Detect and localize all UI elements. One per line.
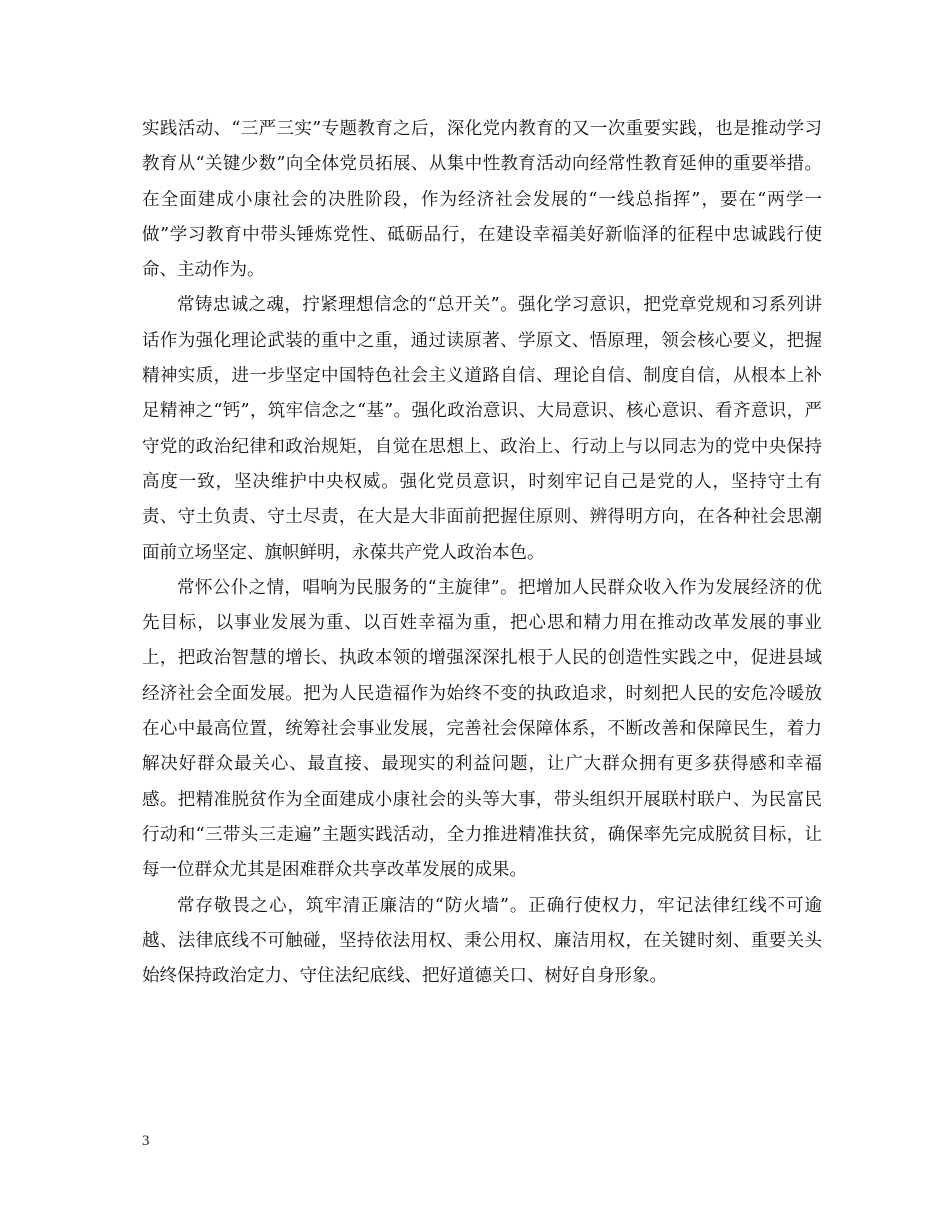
paragraph-3: 常怀公仆之情，唱响为民服务的“主旋律”。把增加人民群众收入作为发展经济的优先目标，以事业发展为重、以百姓幸福为重，把心思和精力用在推动改革发展的事业上，把政治智慧的增长、执政本领的增强深深扎根于人民的创造性实践之中，促进县域经济社会全面发展。把为人民造福作为始终不变的执政追求，时刻把人民的安危冷暖放在心中最高位置，统筹社会事业发展，完善社会保障体系，不断改善和保障民生，着力解决好群众最关心、最直接、最现实的利益问题，让广大群众拥有更多获得感和幸福感。把精准脱贫作为全面建成小康社会的头等大事，带头组织开展联村联户、为民富民行动和“三带头三走遍”主题实践活动，全力推进精准扶贫，确保率先完成脱贫目标，让每一位群众尤其是困难群众共享改革发展的成果。 <box>142 577 822 881</box>
document-body <box>142 112 822 994</box>
paragraph-2: 常铸忠诚之魂，拧紧理想信念的“总开关”。强化学习意识，把党章党规和习系列讲话作为强化理论武装的重中之重，通过读原著、学原文、悟原理，领会核心要义，把握精神实质，进一步坚定中国特色社会主义道路自信、理论自信、制度自信，从根本上补足精神之“钙”，筑牢信念之“基”。强化政治意识、大局意识、核心意识、看齐意识，严守党的政治纪律和政治规矩，自觉在思想上、政治上、行动上与以同志为的党中央保持高度一致，坚决维护中央权威。强化党员意识，时刻牢记自己是党的人，坚持守土有责、守土负责、守土尽责，在大是大非面前把握住原则、辨得明方向，在各种社会思潮面前立场坚定、旗帜鲜明，永葆共产党人政治本色。 <box>142 295 822 563</box>
page-number: 3 <box>142 1133 150 1149</box>
paragraph-4: 常存敬畏之心，筑牢清正廉洁的“防火墙”。正确行使权力，牢记法律红线不可逾越、法律底线不可触碰，坚持依法用权、秉公用权、廉洁用权，在关键时刻、重要关头始终保持政治定力、守住法纪底线、把好道德关口、树好自身形象。 <box>142 895 822 987</box>
paragraph-1: 实践活动、“三严三实”专题教育之后，深化党内教育的又一次重要实践，也是推动学习教育从“关键少数”向全体党员拓展、从集中性教育活动向经常性教育延伸的重要举措。在全面建成小康社会的决胜阶段，作为经济社会发展的“一线总指挥”，要在“两学一做”学习教育中带头锤炼党性、砥砺品行，在建设幸福美好新临泽的征程中忠诚践行使命、主动作为。 <box>142 119 822 281</box>
